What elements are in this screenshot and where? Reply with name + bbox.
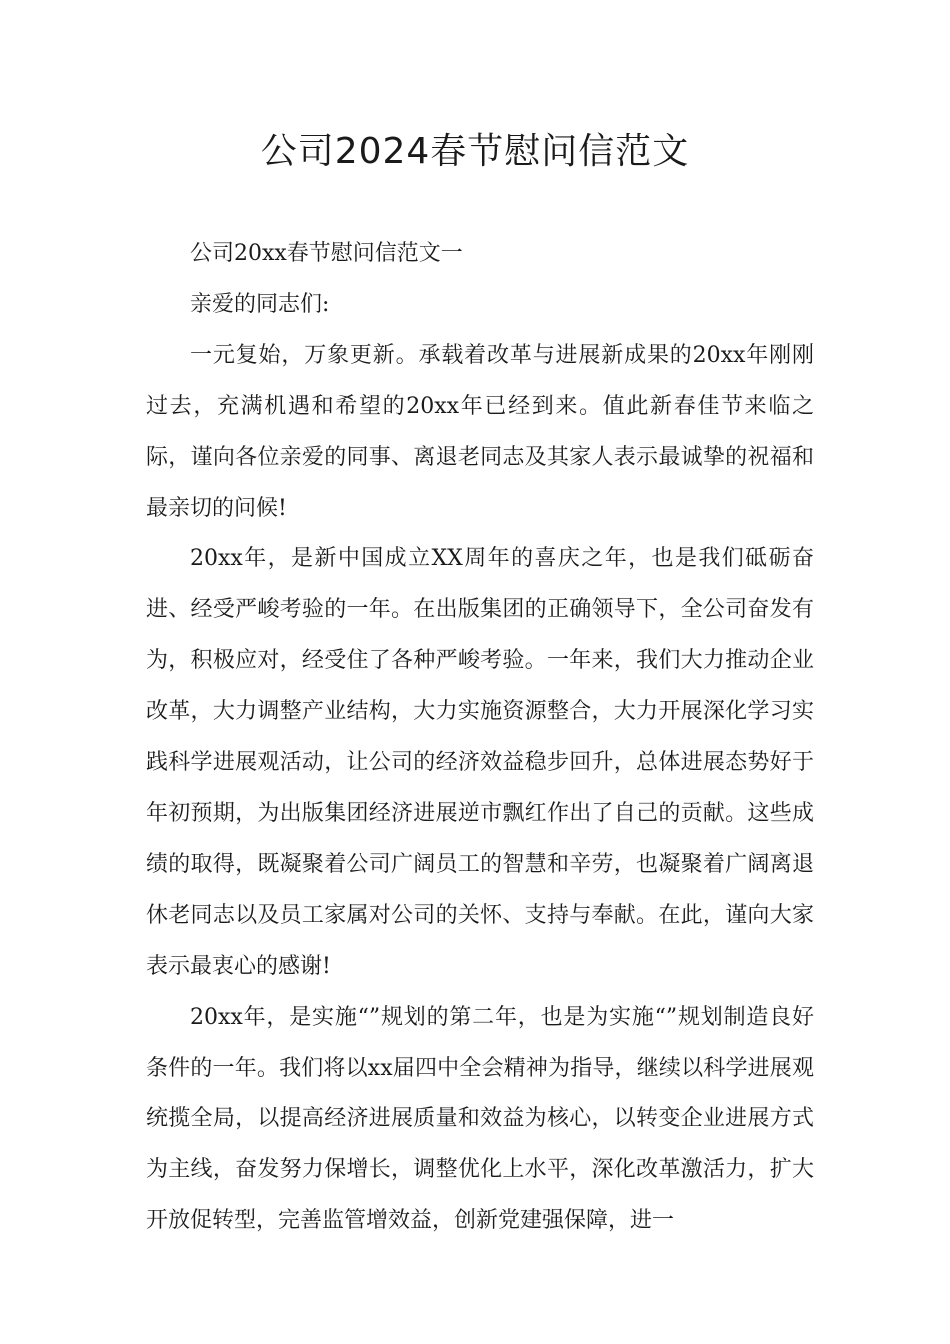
document-title: 公司2024春节慰问信范文 <box>260 131 690 172</box>
document-body <box>146 229 814 1247</box>
salutation: 亲爱的同志们: <box>190 291 330 317</box>
body-paragraph: 20xx年，是新中国成立XX周年的喜庆之年，也是我们砥砺奋进、经受严峻考验的一年。在出版集团的正确领导下，全公司奋发有为，积极应对，经受住了各种严峻考验。一年来，我们大力推动企业改革，大力调整产业结构，大力实施资源整合，大力开展深化学习实践科学进展观活动，让公司的经济效益稳步回升，总体进展态势好于年初预期，为出版集团经济进展逆市飘红作出了自己的贡献。这些成绩的取得，既凝聚着公司广阔员工的智慧和辛劳，也凝聚着广阔离退休老同志以及员工家属对公司的关怀、支持与奉献。在此，谨向大家表示最衷心的感谢! <box>146 546 814 979</box>
body-paragraph: 20xx年，是实施“”规划的第二年，也是为实施“”规划制造良好条件的一年。我们将以xx届四中全会精神为指导，继续以科学进展观统揽全局，以提高经济进展质量和效益为核心，以转变企业进展方式为主线，奋发努力保增长，调整优化上水平，深化改革激活力，扩大开放促转型，完善监管增效益，创新党建强保障，进一 <box>146 1004 814 1234</box>
subtitle-line: 公司20xx春节慰问信范文一 <box>190 241 463 266</box>
body-paragraph: 一元复始，万象更新。承载着改革与进展新成果的20xx年刚刚过去，充满机遇和希望的20xx年已经到来。值此新春佳节来临之际，谨向各位亲爱的同事、离退老同志及其家人表示最诚挚的祝福和最亲切的问候! <box>146 342 814 521</box>
